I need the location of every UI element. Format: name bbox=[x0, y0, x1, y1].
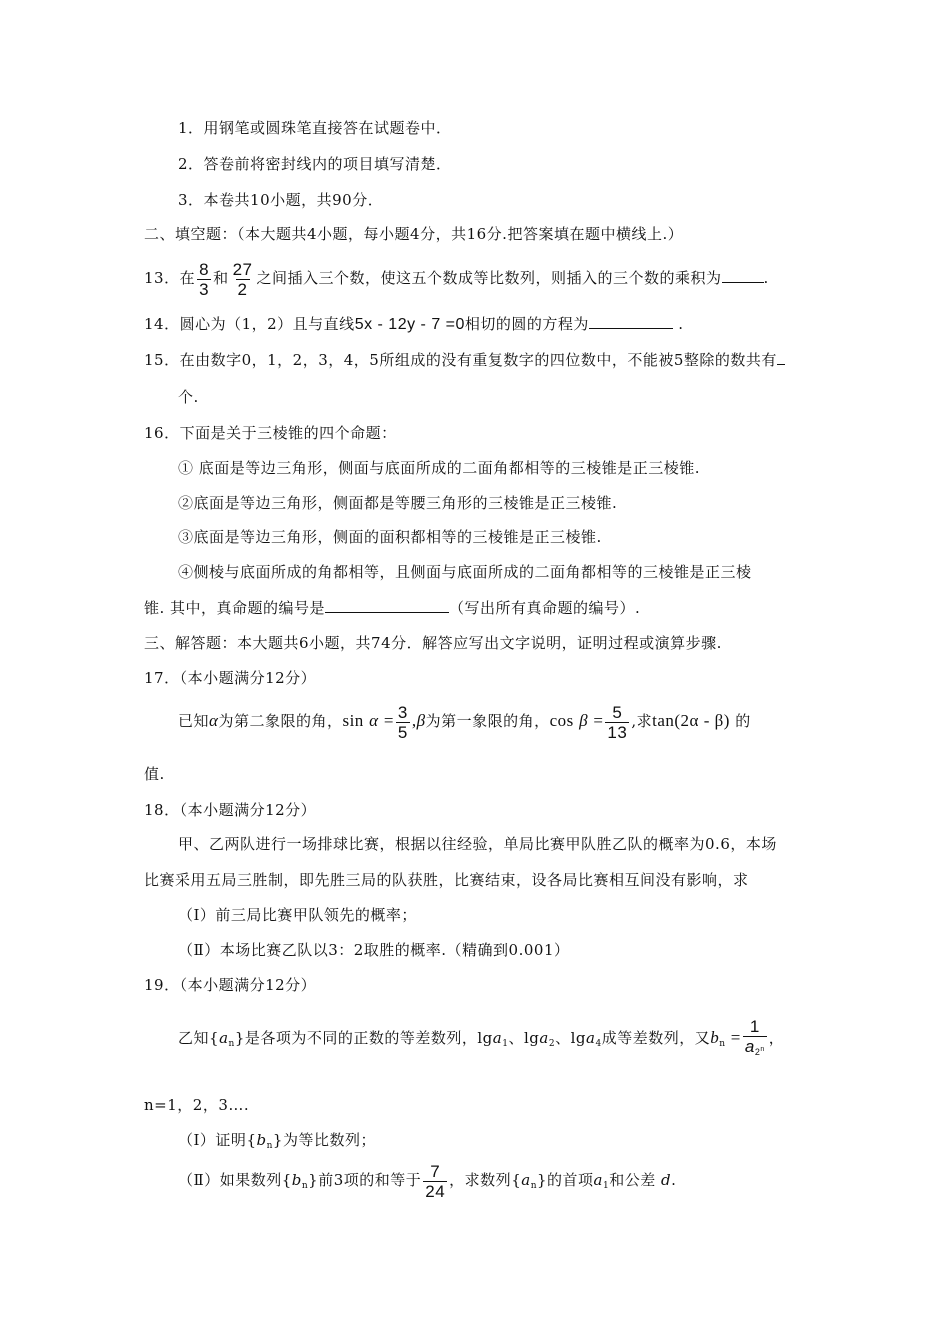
q18-line2: 比赛采用五局三胜制，即先胜三局的队获胜，比赛结束，设各局比赛相互间没有影响，求 bbox=[144, 871, 749, 889]
section3-header: 三、解答题：本大题共6小题，共74分．解答应写出文字说明，证明过程或演算步骤. bbox=[144, 634, 722, 652]
q19-t3: 成等差数列，又 bbox=[601, 1029, 711, 1047]
q19-a-1: a bbox=[492, 1029, 503, 1047]
q13-prefix: 13．在 bbox=[144, 269, 196, 287]
q14-equation: 5x - 12y - 7 =0 bbox=[354, 316, 465, 333]
q17-t3: 为第一象限的角， bbox=[425, 712, 550, 730]
q19-part2-mid2: ，求数列 bbox=[449, 1171, 512, 1189]
q17-cos: cos bbox=[549, 711, 574, 730]
instruction-1: 1．用钢笔或圆珠笔直接答在试题卷中． bbox=[178, 119, 452, 137]
q19-sep-2: 、 bbox=[555, 1029, 571, 1047]
q19-part2-b: b bbox=[291, 1171, 302, 1189]
q19-lg-2: lg bbox=[523, 1029, 540, 1047]
q15-line1: 15．在由数字0，1，2，3，4，5所组成的没有重复数字的四位数中，不能被5整除的数共有 bbox=[144, 351, 777, 369]
q17-t2: 为第二象限的角， bbox=[218, 712, 343, 730]
q19-frac-den bbox=[743, 1036, 767, 1062]
q19-brace-open: { bbox=[209, 1029, 220, 1047]
q19-eq: = bbox=[730, 1028, 741, 1047]
q14-prefix: 14．圆心为（1，2）且与直线 bbox=[144, 315, 355, 333]
q19-part2-brace-open: { bbox=[281, 1171, 292, 1189]
q19-part2-a1-sub: 1 bbox=[603, 1181, 610, 1191]
q17-beta: β bbox=[416, 711, 426, 730]
q17-eq1: = bbox=[383, 711, 394, 730]
q19-body bbox=[178, 1010, 784, 1072]
q16-proposition-2: ②底面是等边三角形，侧面都是等腰三角形的三棱锥是正三棱锥. bbox=[178, 494, 618, 512]
q13-suffix: 之间插入三个数，使这五个数成等比数列，则插入的三个数的乘积为 bbox=[256, 269, 722, 287]
q17-fraction-1 bbox=[396, 703, 410, 742]
q14-end: . bbox=[672, 315, 684, 333]
q19-part1-brace-open: { bbox=[246, 1131, 257, 1149]
q17-eq2: = bbox=[593, 711, 604, 730]
question-13 bbox=[144, 258, 769, 299]
q19-header: 19．（本小题满分12分） bbox=[144, 976, 317, 994]
q18-part1: （Ⅰ）前三局比赛甲队领先的概率； bbox=[178, 906, 417, 924]
q19-brace-close: } bbox=[234, 1029, 245, 1047]
instruction-3: 3．本卷共10小题，共90分． bbox=[178, 191, 384, 209]
q17-t5: 的 bbox=[729, 712, 751, 730]
q13-mid: 和 bbox=[213, 269, 229, 287]
q17-alpha: α bbox=[209, 711, 219, 730]
q19-b-n: n bbox=[719, 1039, 726, 1049]
q19-part2-period: . bbox=[671, 1171, 677, 1189]
q16-answer-blank[interactable] bbox=[325, 598, 449, 613]
q19-frac-sup-n: n bbox=[760, 1045, 765, 1053]
q17-tan: tan(2α - β) bbox=[652, 711, 730, 730]
q19-frac-num: 1 bbox=[749, 1016, 760, 1036]
q15-line2: 个. bbox=[178, 388, 199, 406]
q17-line2: 值. bbox=[144, 765, 165, 783]
q19-a-2: a bbox=[539, 1029, 549, 1047]
q19-part2-mid3: 的首项 bbox=[547, 1171, 594, 1189]
q19-lg-4: lg bbox=[570, 1029, 586, 1047]
q16-answer-prefix: 锥. 其中，真命题的编号是 bbox=[144, 599, 326, 617]
q19-t4: ， bbox=[768, 1029, 785, 1047]
q13-f2-num: 27 bbox=[232, 259, 253, 279]
section2-header: 二、填空题：（本大题共4小题，每小题4分，共16分.把答案填在题中横线上.） bbox=[144, 225, 684, 243]
q16-proposition-1: ① 底面是等边三角形，侧面与底面所成的二面角都相等的三棱锥是正三棱锥. bbox=[178, 459, 701, 477]
q19-part2-f-num: 7 bbox=[430, 1161, 441, 1181]
question-15-line-1 bbox=[144, 350, 785, 370]
instruction-2: 2．答卷前将密封线内的项目填写清楚． bbox=[178, 155, 452, 173]
q19-b: b bbox=[710, 1028, 720, 1047]
q19-sub-2: 2 bbox=[548, 1039, 556, 1049]
q19-a-4: a bbox=[586, 1029, 596, 1047]
q14-answer-blank[interactable] bbox=[589, 314, 673, 329]
q17-f1-den: 5 bbox=[397, 722, 408, 742]
q19-part2-brace-close-2: } bbox=[536, 1171, 548, 1189]
q19-t1: 乙知 bbox=[178, 1029, 210, 1047]
q19-a: a bbox=[219, 1029, 229, 1047]
q19-part1-n: n bbox=[266, 1141, 273, 1151]
q17-alpha-2: α bbox=[369, 711, 379, 730]
q19-sub-1: 1 bbox=[502, 1039, 509, 1049]
q13-f1-num: 8 bbox=[199, 259, 210, 279]
q19-part2-mid: 前3项的和等于 bbox=[318, 1171, 422, 1189]
q19-part1-prefix: （Ⅰ）证明 bbox=[178, 1131, 247, 1149]
q19-sub-4: 4 bbox=[595, 1039, 602, 1049]
q13-f1-den: 3 bbox=[199, 279, 210, 299]
q19-n-sub: n bbox=[228, 1039, 235, 1049]
q19-part1 bbox=[178, 1130, 376, 1156]
q19-lg-1: lg bbox=[477, 1029, 493, 1047]
q19-part2-f-den: 24 bbox=[425, 1181, 446, 1201]
q13-end: . bbox=[763, 269, 769, 287]
q19-part1-suffix: 为等比数列； bbox=[282, 1131, 376, 1149]
q17-beta-2: β bbox=[579, 711, 589, 730]
q16-answer-suffix: （写出所有真命题的编号）. bbox=[449, 599, 641, 617]
q17-f2-num: 5 bbox=[612, 702, 623, 722]
q19-part2-fraction bbox=[423, 1162, 447, 1201]
q13-fraction-1 bbox=[197, 260, 211, 299]
q19-part1-brace-close: } bbox=[272, 1131, 283, 1149]
q17-header: 17．（本小题满分12分） bbox=[144, 669, 317, 687]
q17-fraction-2 bbox=[605, 703, 629, 742]
q19-t2: 是各项为不同的正数的等差数列， bbox=[244, 1029, 478, 1047]
q19-part2-brace-close: } bbox=[308, 1171, 319, 1189]
q19-part2-an: n bbox=[530, 1181, 537, 1191]
q19-frac-sub-2: 2 bbox=[754, 1046, 761, 1057]
q18-line1: 甲、乙两队进行一场排球比赛，根据以往经验，单局比赛甲队胜乙队的概率为0.6，本场 bbox=[178, 835, 777, 853]
q19-part1-b: b bbox=[256, 1131, 267, 1149]
q13-answer-blank[interactable] bbox=[722, 268, 764, 283]
q19-frac-sub bbox=[755, 1047, 765, 1057]
q19-fraction bbox=[743, 1017, 767, 1062]
q19-part2-d: d bbox=[661, 1171, 672, 1189]
q17-sin: sin bbox=[342, 711, 364, 730]
q19-part2-a1: a bbox=[593, 1171, 603, 1189]
q16-answer-line bbox=[144, 598, 640, 618]
q19-line2: n=1，2，3…. bbox=[144, 1096, 250, 1114]
q16-proposition-3: ③底面是等边三角形，侧面的面积都相等的三棱锥是正三棱锥. bbox=[178, 528, 602, 546]
q17-body bbox=[178, 700, 751, 742]
q18-header: 18．（本小题满分12分） bbox=[144, 801, 317, 819]
q17-f1-num: 3 bbox=[397, 702, 408, 722]
q19-part2-bn: n bbox=[301, 1181, 309, 1191]
q16-proposition-4: ④侧棱与底面所成的角都相等，且侧面与底面所成的二面角都相等的三棱锥是正三棱 bbox=[178, 563, 752, 581]
q19-frac-a: a bbox=[744, 1036, 755, 1056]
q17-t4: ,求 bbox=[631, 712, 653, 730]
q18-part2: （Ⅱ）本场比赛乙队以3：2取胜的概率.（精确到0.001） bbox=[178, 941, 570, 959]
q13-fraction-2 bbox=[231, 260, 255, 299]
q17-t1: 已知 bbox=[178, 712, 210, 730]
q13-f2-den: 2 bbox=[237, 279, 248, 299]
q17-f2-den: 13 bbox=[607, 722, 628, 742]
q16-stem: 16．下面是关于三棱锥的四个命题： bbox=[144, 424, 397, 442]
q19-part2-mid4: 和公差 bbox=[609, 1171, 656, 1189]
q19-part2-prefix: （Ⅱ）如果数列 bbox=[178, 1171, 282, 1189]
question-14 bbox=[144, 314, 683, 335]
q17-comma: , bbox=[411, 711, 417, 730]
q14-suffix: 相切的圆的方程为 bbox=[464, 315, 589, 333]
q19-part2-a: a bbox=[521, 1171, 531, 1189]
q19-sep-1: 、 bbox=[508, 1029, 524, 1047]
q19-part2-brace-open-2: { bbox=[511, 1171, 522, 1189]
q19-part2 bbox=[178, 1158, 676, 1208]
q15-answer-blank[interactable] bbox=[777, 350, 785, 365]
